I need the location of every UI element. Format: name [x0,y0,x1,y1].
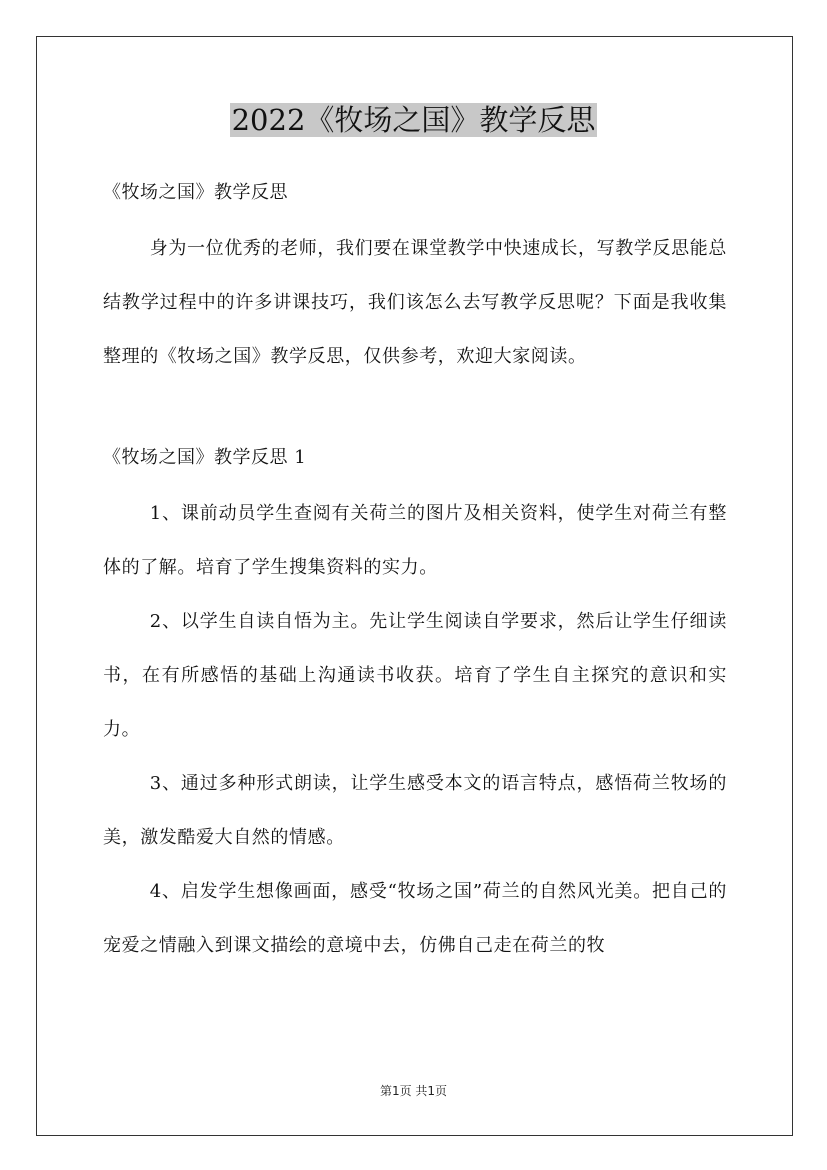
paragraph-gap [103,384,727,437]
document-subtitle: 《牧场之国》教学反思 [103,182,288,203]
document-body [103,172,727,973]
section-heading: 《牧场之国》教学反思 1 [103,447,307,468]
body-paragraph-4: 4、启发学生想像画面，感受“牧场之国”荷兰的自然风光美。把自己的宠爱之情融入到课文描绘的意境中去，仿佛自己走在荷兰的牧 [103,881,727,956]
body-paragraph-3: 3、通过多种形式朗读，让学生感受本文的语言特点，感悟荷兰牧场的美，激发酷爱大自然的情感。 [103,773,727,848]
body-paragraph-1: 1、课前动员学生查阅有关荷兰的图片及相关资料，使学生对荷兰有整体的了解。培育了学生搜集资料的实力。 [103,503,727,578]
body-paragraph-2: 2、以学生自读自悟为主。先让学生阅读自学要求，然后让学生仔细读书，在有所感悟的基础上沟通读书收获。培育了学生自主探究的意识和实力。 [103,611,727,740]
document-title-text: 2022《牧场之国》教学反思 [231,103,596,137]
document-title [0,100,827,140]
page-footer: 第1页 共1页 [379,1084,448,1098]
intro-paragraph: 身为一位优秀的老师，我们要在课堂教学中快速成长，写教学反思能总结教学过程中的许多讲课技巧，我们该怎么去写教学反思呢？下面是我收集整理的《牧场之国》教学反思，仅供参考，欢迎大家阅读。 [103,238,727,367]
